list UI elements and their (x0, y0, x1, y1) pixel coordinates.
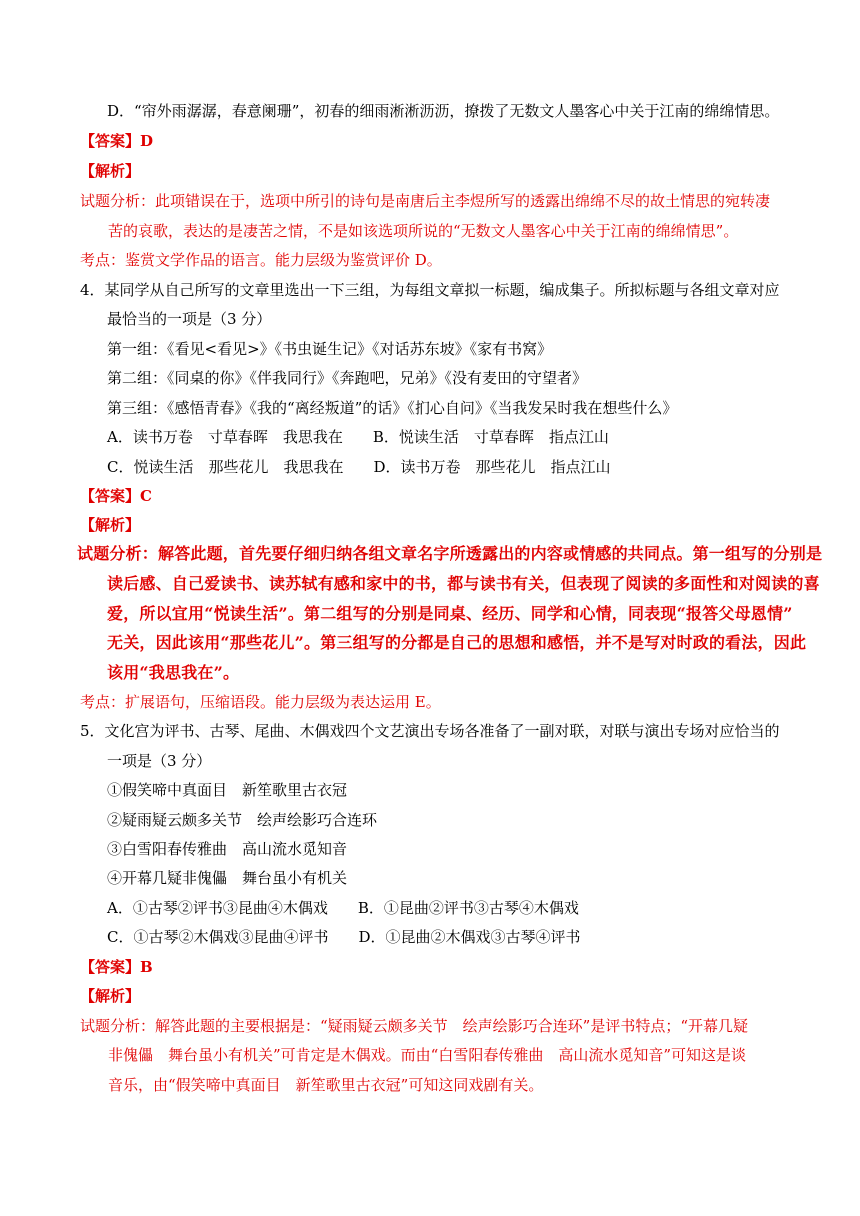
q5-couplet: ②疑雨疑云颇多关节 绘声绘影巧合连环 (107, 811, 378, 829)
q4-option-row: C．悦读生活 那些花儿 我思我在 D．读书万卷 那些花儿 指点江山 (107, 458, 611, 476)
q4-group: 第二组：《同桌的你》《伴我同行》《奔跑吧，兄弟》《没有麦田的守望者》 (107, 369, 588, 387)
q4-stem-line: 4．某同学从自己所写的文章里选出一下三组，为每组文章拟一标题，编成集子。所拟标题与各组文章对应 (80, 281, 780, 299)
q4-analysis-line: 爱，所以宜用“悦读生活”。第二组写的分别是同桌、经历、同学和心情，同表现“报答父母恩情” (107, 604, 793, 623)
q5-couplet: ①假笑啼中真面目 新笙歌里古衣冠 (107, 781, 348, 799)
q5-stem-line: 5．文化宫为评书、古琴、尾曲、木偶戏四个文艺演出专场各准备了一副对联，对联与演出专场对应恰当的 (80, 722, 780, 740)
q4-answer: 【答案】C (80, 487, 152, 505)
q3-kaodian: 考点：鉴赏文学作品的语言。能力层级为鉴赏评价 D。 (80, 251, 442, 269)
q3-option-d: D．“帘外雨潺潺，春意阑珊”，初春的细雨淅淅沥沥，撩拨了无数文人墨客心中关于江南的绵绵情思。 (107, 102, 780, 120)
q4-analysis-line: 该用“我思我在”。 (107, 663, 240, 682)
q4-group: 第三组：《感悟青春》《我的“离经叛道”的话》《扪心自问》《当我发呆时我在想些什么》 (107, 399, 678, 417)
q5-answer: 【答案】B (80, 958, 153, 976)
q5-analysis-line: 试题分析：解答此题的主要根据是：“疑雨疑云颇多关节 绘声绘影巧合连环”是评书特点；“开幕几疑 (80, 1017, 749, 1035)
q5-couplet: ④开幕几疑非傀儡 舞台虽小有机关 (107, 869, 348, 887)
q5-couplet: ③白雪阳春传雅曲 高山流水觅知音 (107, 840, 348, 858)
q4-option-row: A．读书万卷 寸草春晖 我思我在 B．悦读生活 寸草春晖 指点江山 (107, 428, 609, 446)
q5-option-row: C．①古琴②木偶戏③昆曲④评书 D．①昆曲②木偶戏③古琴④评书 (107, 928, 581, 946)
q3-analysis-line: 苦的哀歌，表达的是凄苦之情，不是如该选项所说的“无数文人墨客心中关于江南的绵绵情思”。 (108, 222, 739, 240)
q4-analysis-line: 读后感、自己爱读书、读苏轼有感和家中的书，都与读书有关，但表现了阅读的多面性和对阅读的喜 (107, 574, 820, 593)
q4-kaodian: 考点：扩展语句，压缩语段。能力层级为表达运用 E。 (80, 693, 441, 711)
q4-analysis-line: 无关，因此该用“那些花儿”。第三组写的分都是自己的思想和感悟，并不是写对时政的看法，因此 (107, 633, 807, 652)
q5-analysis-line: 非傀儡 舞台虽小有机关”可肯定是木偶戏。而由“白雪阳春传雅曲 高山流水觅知音”可知这是谈 (108, 1046, 747, 1064)
q5-stem-line: 一项是（3 分） (107, 752, 212, 770)
q5-analysis-heading: 【解析】 (80, 987, 141, 1005)
q3-answer: 【答案】D (80, 132, 154, 150)
q4-analysis-line: 试题分析：解答此题，首先要仔细归纳各组文章名字所透露出的内容或情感的共同点。第一组写的分别是 (77, 544, 823, 563)
q3-analysis-line: 试题分析：此项错误在于，选项中所引的诗句是南唐后主李煜所写的透露出绵绵不尽的故土情思的宛转凄 (80, 192, 771, 210)
q5-analysis-line: 音乐，由“假笑啼中真面目 新笙歌里古衣冠”可知这同戏剧有关。 (108, 1076, 544, 1094)
q5-option-row: A．①古琴②评书③昆曲④木偶戏 B．①昆曲②评书③古琴④木偶戏 (107, 899, 579, 917)
q4-group: 第一组：《看见<看见>》《书虫诞生记》《对话苏东坡》《家有书窝》 (107, 340, 553, 358)
q3-analysis-heading: 【解析】 (80, 162, 141, 180)
q4-stem-line: 最恰当的一项是（3 分） (107, 310, 272, 328)
q4-analysis-heading: 【解析】 (80, 516, 141, 534)
